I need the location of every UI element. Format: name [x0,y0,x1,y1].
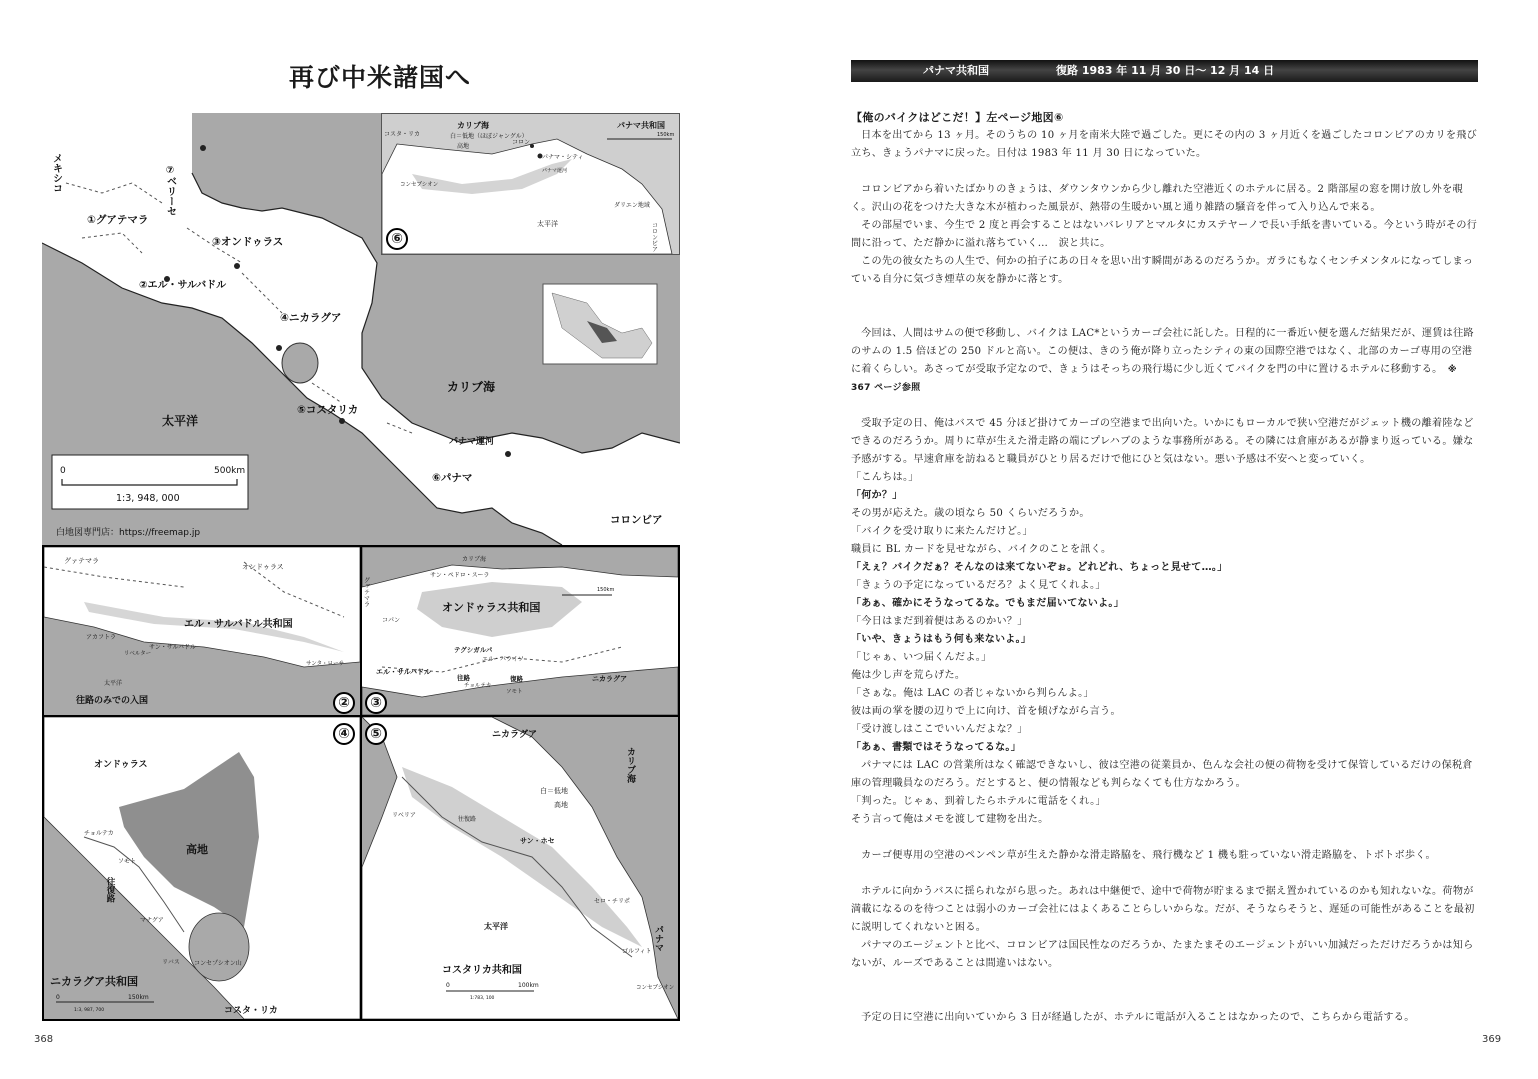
p3-el-salvador: エル・サルバドル [376,668,432,676]
paragraph-text: カーゴ便専用の空港のペンペン草が生えた静かな滑走路脇を、飛行機など 1 機も駐っていない滑走路脇を、トボトボ歩く。 [861,850,1436,861]
costa-rica-map [362,717,678,1019]
belize-label: ⑦ベリーセ [164,165,176,216]
paragraph-text: 「あぁ、書類ではそうなってるな。」 [851,742,1021,753]
paragraph-gap [851,307,1478,325]
paragraph-text: その部屋でいま、今生で 2 度と再会することはないバレリアとマルタにカステヤーノで長い手紙を書いている。今という時がその行間に沿って、ただ静かに溢れ落ちていく… 涙と共に。 [851,220,1478,249]
dialogue-line [851,703,1478,721]
page-title: 再び中米諸国へ [288,63,471,92]
paragraph-text: 「受け渡しはここでいいんだよな？」 [851,724,1028,735]
dialogue-line [851,811,1478,829]
dialogue-line [851,559,1478,577]
map-credit: 白地図専門店：https://freemap.jp [56,528,201,538]
inset6-canal: パナマ運河 [542,168,568,174]
p4-concepcion: コンセプシオン山 [194,960,242,967]
paragraph-text: 「判った。じゃぁ、到着したらホテルに電話をくれ。」 [851,796,1106,807]
p2-acajutla: アカフトラ [86,634,116,641]
p2-santa-rosa: サンタ・ローサ [306,661,345,667]
scale-distance: 500km [214,466,246,476]
p3-san-pedro: サン・ペドロ・スーラ [430,572,490,579]
body-paragraph [851,325,1478,397]
p3-tegucigalpa: テグシガルパ [454,646,493,654]
paragraph-text: パナマには LAC の営業所はなく確認できないし、彼は空港の従業員か、色んな会社の便の荷物を受けて保管しているだけの保税倉庫の管理職員なのだろう。だとすると、便の情報なども判らなくても仕方なかろう。 [851,760,1473,789]
paragraph-text: 「今日はまだ到着便はあるのかい？」 [851,616,1028,627]
dialogue-line [851,649,1478,667]
dialogue-line [851,487,1478,505]
section-heading: 【俺のバイクはどこだ！】左ページ地図⑥ [851,111,1064,124]
nicaragua-map [44,717,360,1019]
p5-outbound: 往復路 [458,816,477,823]
p5-liberia: リベリア [392,812,416,819]
pacific-label: 太平洋 [162,414,199,428]
inset6-pacific: 太平洋 [537,220,558,228]
mexico-label: メキシコ [50,153,62,193]
inset6-colombia: コロンビア [650,222,658,252]
canal-label: パナマ運河 [449,437,495,447]
dialogue-line [851,613,1478,631]
panel-number-3: ③ [365,692,387,714]
p5-golfito: ゴルフィト [622,948,652,955]
p5-concepcion: コンセプシオン [636,985,675,991]
inset6-costa-rica: コスタ・リカ [384,131,420,138]
paragraph-text: 職員に BL カードを見せながら、バイクのことを訊く。 [851,544,1112,555]
panama-label: ⑥パナマ [432,472,473,484]
p3-choluteca: チョルテカ [464,683,492,689]
p2-san-salvador: サン・サルバドル [149,644,196,651]
p2-libertad: リベルター [124,651,152,657]
p3-somoto: ソモト [506,689,523,695]
paragraph-text: 今回は、人間はサムの便で移動し、バイクは LAC*というカーゴ会社に託した。日程的に一番近い便を選んだ結果だが、運賃は往路のサムの 1.5 倍ほどの 250 ドルと高い。この便は、きのう俺が降り立ったシティの東の国際空港ではなく、北部のカーゴ専用の空港に着くらしい。あさってが受取予定なので、きょうはそっちの飛行場に少し近くてバイクを門の中に置けるホテルに移動する。 [851,328,1474,375]
p4-rivas: リバス [162,959,180,966]
honduras-label: ③オンドゥラス [212,236,284,248]
scale-ratio: 1:3, 948, 000 [116,493,180,504]
dialogue-line [851,505,1478,523]
p5-country: コスタリカ共和国 [442,965,522,976]
inset6-darien: ダリエン地域 [614,202,650,209]
p4-managua: マナグア [140,917,164,924]
body-text [851,109,1478,1027]
panel-number-4: ④ [333,723,355,745]
paragraph-text: ホテルに向かうバスに揺られながら思った。あれは中継便で、途中で荷物が貯まるまで据え置かれているのかも知れないな。荷物が満載になるのを待つことは弱小のカーゴ会社にはよくあることらしいからな。だが、そうならそうと、遅延の可能性があることを最初に説明してくれないと困る。 [851,886,1475,933]
paragraph-text: そう言って俺はメモを渡して建物を出た。 [851,814,1049,825]
body-paragraph [851,253,1478,289]
page-number-left: 368 [34,1034,54,1045]
dialogue-line [851,793,1478,811]
p2-route-note: 往路のみでの入国 [76,696,149,706]
paragraph-text: 「いや、きょうはもう何も来ないよ。」 [851,634,1032,645]
panel-el-salvador [42,545,362,717]
dialogue-line [851,667,1478,685]
p4-honduras: オンドゥラス [94,760,148,770]
paragraph-text: この先の彼女たちの人生で、何かの拍子にあの日々を思い出す瞬間があるのだろうか。ガラにもなくセンチメンタルになってしまっている自分に気づき煙草の灰を静かに落とす。 [851,256,1474,285]
paragraph-text: コロンビアから着いたばかりのきょうは、ダウンタウンから少し離れた空港近くのホテルに居る。2 階部屋の窓を開け放し外を覗く。沢山の花をつけた大きな木が植わった風景が、熱帯の生暖かい風と通り雑踏の騒音を伴って入り込んで来る。 [851,184,1463,213]
body-paragraph [851,937,1478,973]
body-paragraph [851,217,1478,253]
p3-country: オンドゥラス共和国 [442,601,541,614]
panel-number-2: ② [333,692,355,714]
dialogue-line [851,523,1478,541]
panama-inset-map [382,114,679,254]
p4-scale-ratio: 1:3, 987, 700 [74,1008,105,1013]
dialogue-line [851,469,1478,487]
dialogue-line [851,739,1478,757]
scale-zero: 0 [60,466,66,476]
panel-number-6: ⑥ [386,228,408,250]
body-paragraph [851,883,1478,937]
paragraph-gap [851,163,1478,181]
paragraph-gap [851,397,1478,415]
paragraph-text: 俺は少し声を荒らげた。 [851,670,966,681]
dialogue-line [851,685,1478,703]
paragraph-text: 「何か？」 [851,490,903,501]
el-salvador-label: ②エル・サルバドル [139,280,227,291]
p2-country: エル・サルバドル共和国 [184,619,293,630]
p4-scale-distance: 150km [128,994,149,1001]
p3-outbound: 往路 [457,674,470,682]
p5-panama: パナマ [653,925,663,952]
p4-somoto: ソモト [118,858,137,865]
paragraph-text: 「あぁ、確かにそうなってるな。でもまだ届いてないよ。」 [851,598,1124,609]
p2-honduras: オンドゥラス [242,563,284,571]
p5-caribbean: カリブ海 [625,747,635,783]
p5-pacific: 太平洋 [484,922,508,931]
paragraph-text: 日本を出てから 13 ヶ月。そのうちの 10 ヶ月を南米大陸で過ごした。更にその内の 3 ヶ月近くを過ごしたコロンビアのカリを飛び立ち、きょうパナマに戻った。日付は 1983 年 11 月 30 日になっていた。 [851,130,1478,159]
page-number-right: 369 [1482,1034,1502,1045]
p4-choluteca: チョルテカ [84,830,114,837]
p4-scale-zero: 0 [56,994,60,1001]
paragraph-gap [851,865,1478,883]
inset6-country: パナマ共和国 [617,121,665,130]
body-paragraph [851,415,1478,469]
dialogue-line [851,577,1478,595]
p4-round-trip: 往復路 [105,877,115,903]
caribbean-label: カリブ海 [447,380,496,394]
right-page [769,0,1538,1079]
body-paragraph [851,127,1478,163]
dialogue-line [851,541,1478,559]
p2-pacific: 太平洋 [104,680,123,687]
panel-costa-rica [360,715,680,1021]
paragraph-text: 予定の日に空港に出向いていから 3 日が経過したが、ホテルに電話が入ることはなかったので、こちらから電話する。 [861,1012,1415,1023]
p2-guatemala: グァテマラ [64,557,99,565]
inset6-panama-city: パナマ・シティ [542,154,584,161]
p3-caribbean: カリブ海 [462,556,487,563]
paragraph-text: その男が応えた。歳の頃なら 50 くらいだろうか。 [851,508,1090,519]
dialogue-line [851,595,1478,613]
body-paragraph [851,1009,1478,1027]
inset6-lowland: 白＝低地（ほぼジャングル） [450,133,528,140]
paragraph-text: 「えぇ？バイクだぁ？そんなのは来てないぞぉ。どれどれ、ちょっと見せて…。」 [851,562,1228,573]
p5-scale-ratio: 1:783, 100 [470,996,495,1001]
p5-highland: 高地 [554,801,568,809]
p5-scale-distance: 100km [518,982,539,989]
paragraph-gap [851,973,1478,991]
dialogue-line [851,631,1478,649]
p4-country: ニカラグア共和国 [50,975,138,988]
inset6-colon: コロン [512,139,531,146]
body-paragraph [851,847,1478,865]
panama-inset [381,113,680,255]
paragraph-text: 彼は両の掌を腰の辺りで上に向け、首を傾げながら言う。 [851,706,1121,717]
paragraph-text: 「じゃぁ、いつ届くんだよ。」 [851,652,992,663]
paragraph-text: 「さぁな。俺は LAC の者じゃないから判らんよ。」 [851,688,1094,699]
inset6-caribbean: カリブ海 [457,121,489,130]
inset6-highland: 高地 [457,143,470,150]
dialogue-line [851,721,1478,739]
inset6-scale: 150km [657,132,675,138]
p5-nicaragua: ニカラグア [492,730,538,740]
paragraph-text: 「バイクを受け取りに来たんだけど。」 [851,526,1033,537]
costa-rica-label: ⑤コスタリカ [297,404,359,416]
paragraph-gap [851,829,1478,847]
panel-honduras [360,545,680,717]
guatemala-label: ①グアテマラ [87,214,149,226]
p5-chirripo: セロ・チリポ [594,898,631,905]
el-salvador-map [44,547,360,715]
paragraph-text: 「こんちは。」 [851,472,919,483]
p5-scale-zero: 0 [446,982,450,989]
p5-san-jose: サン・ホセ [520,837,555,845]
p5-lowland: 白＝低地 [540,787,568,795]
panel-number-5: ⑤ [365,723,387,745]
p3-nicaragua: ニカラグア [592,675,627,683]
header-country: パナマ共和国 [923,64,989,77]
body-paragraph [851,181,1478,217]
header-dates: 復路 1983 年 11 月 30 日〜 12 月 14 日 [1056,64,1275,77]
paragraph-gap [851,991,1478,1009]
honduras-map [362,547,678,715]
section-header-bar [851,60,1478,82]
panel-nicaragua [42,715,362,1021]
p3-el-paraiso: エル・パライソ [482,656,524,663]
body-paragraph [851,757,1478,793]
paragraph-gap [851,289,1478,307]
p3-return: 復路 [510,675,523,683]
paragraph-text: 受取予定の日、俺はバスで 45 分ほど掛けてカーゴの空港まで出向いた。いかにもローカルで狭い空港だがジェット機の離着陸などできるのだろうか。周りに草が生えた滑走路の端にプレハブのような事務所がある。その隣には倉庫があるが静まり返っている。嫌な予感がする。早速倉庫を訪ねると職員がひとり居るだけで他にひと気はない。悪い予感は不安へと変っていく。 [851,418,1474,465]
p3-guatemala: グァテマラ [362,577,370,607]
page-reference-note: ※ 367 ページ参照 [851,365,1457,393]
p4-highland: 高地 [186,843,208,856]
p3-scale: 150km [597,587,615,593]
colombia-label: コロンビア [610,514,663,526]
nicaragua-label: ④ニカラグア [280,312,342,324]
paragraph-text: 「きょうの予定になっているだろ？よく見てくれよ。」 [851,580,1106,591]
paragraph-text: パナマのエージェントと比べ、コロンビアは国民性なのだろうか、たまたまそのエージェントがいい加減だっただけだろうかは知らないが、ルーズであることは間違いはない。 [851,940,1474,969]
p3-copan: コパン [382,617,401,624]
p4-costa-rica: コスタ・リカ [224,1006,278,1016]
inset6-concepcion: コンセプシオン [400,182,439,188]
